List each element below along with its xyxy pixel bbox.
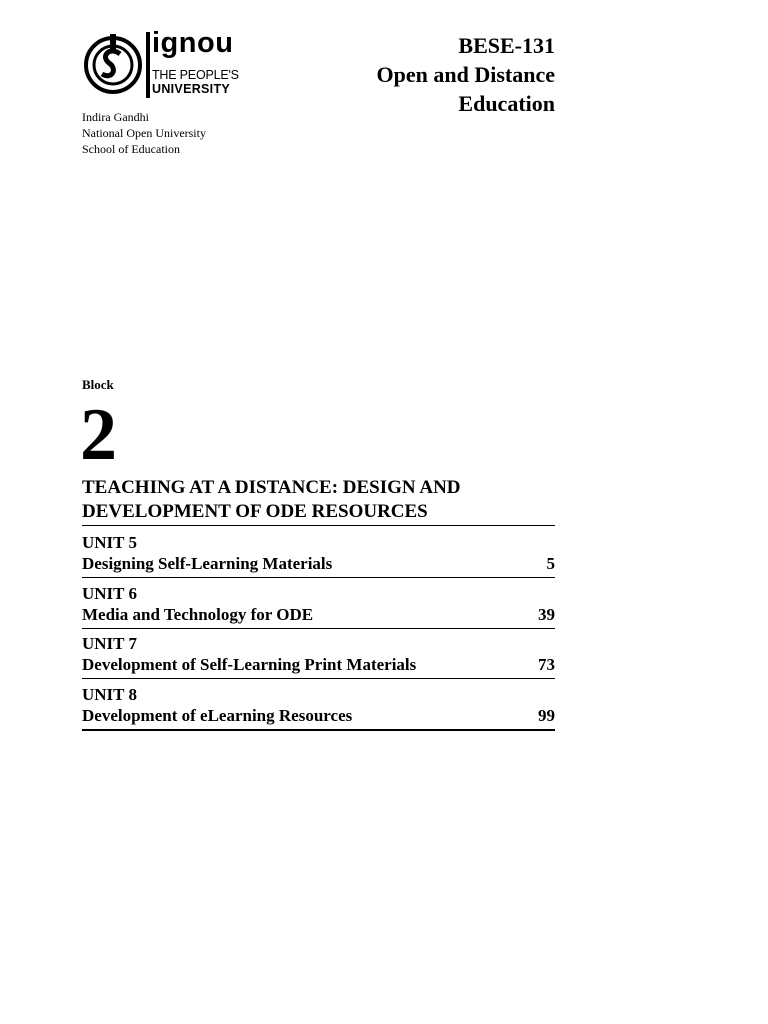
unit-title: Development of Self-Learning Print Materials — [82, 655, 417, 674]
institution-line: National Open University — [82, 126, 206, 140]
course-heading — [377, 31, 555, 118]
unit-label: UNIT 5 — [82, 533, 137, 552]
logo-divider — [146, 32, 150, 98]
block-number: 2 — [80, 394, 117, 476]
unit-page-number: 73 — [538, 655, 555, 674]
block-title-line: DEVELOPMENT OF ODE RESOURCES — [82, 501, 428, 522]
logo-tagline: THE PEOPLE'S — [152, 68, 239, 82]
unit-entry — [82, 685, 555, 735]
institution-line: School of Education — [82, 142, 180, 156]
unit-entry — [82, 634, 555, 684]
unit-label: UNIT 8 — [82, 685, 137, 704]
institution-name — [82, 109, 206, 157]
unit-entry — [82, 533, 555, 583]
divider-bottom — [82, 729, 555, 731]
unit-label: UNIT 7 — [82, 634, 137, 653]
logo-wordmark: ignou — [152, 27, 234, 59]
course-code: BESE-131 — [458, 33, 555, 58]
block-label: Block — [82, 377, 114, 392]
ignou-emblem-icon — [82, 32, 144, 94]
unit-page-number: 99 — [538, 706, 555, 725]
course-title-line: Open and Distance — [376, 62, 555, 87]
unit-label: UNIT 6 — [82, 584, 137, 603]
block-title-line: TEACHING AT A DISTANCE: DESIGN AND — [82, 477, 461, 498]
divider — [82, 577, 555, 578]
unit-title: Development of eLearning Resources — [82, 706, 353, 725]
unit-page-number: 5 — [546, 554, 555, 573]
divider — [82, 628, 555, 629]
logo-tagline-bold: UNIVERSITY — [152, 82, 231, 96]
course-title-line: Education — [458, 91, 555, 116]
institution-line: Indira Gandhi — [82, 110, 149, 124]
divider — [82, 678, 555, 679]
ignou-logo — [82, 27, 244, 98]
unit-page-number: 39 — [538, 605, 555, 624]
unit-entry — [82, 584, 555, 634]
block-title — [82, 476, 555, 524]
divider — [82, 525, 555, 526]
unit-title: Media and Technology for ODE — [82, 605, 314, 624]
unit-title: Designing Self-Learning Materials — [82, 554, 333, 573]
